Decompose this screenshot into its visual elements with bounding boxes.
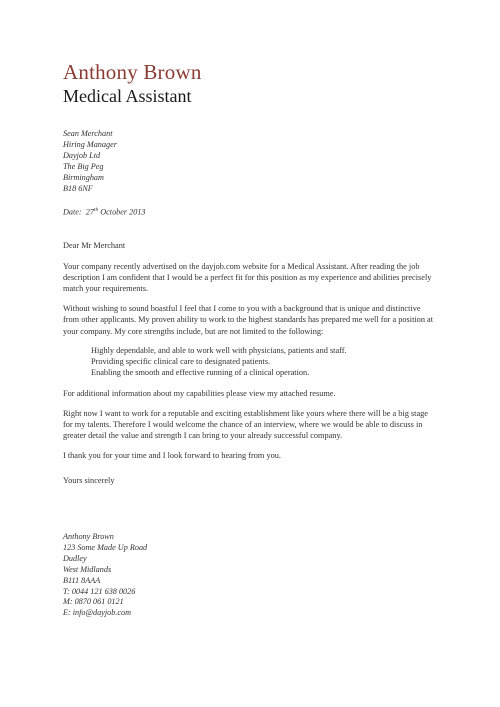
date-month-year: October 2013 — [100, 207, 146, 217]
date-label: Date: — [63, 207, 82, 217]
sender-line: T: 0044 121 638 0026 — [63, 586, 136, 596]
strength-item: Highly dependable, and able to work well with physicians, patients and staff. — [91, 345, 347, 355]
letter-body — [63, 240, 438, 487]
sender-line: M: 0870 061 0121 — [63, 597, 124, 607]
job-title: Medical Assistant — [63, 86, 192, 106]
paragraph-thanks: I thank you for your time and I look forward to hearing from you. — [63, 451, 281, 461]
recipient-line: Dayjob Ltd — [63, 150, 101, 160]
recipient-address — [63, 129, 117, 194]
sender-line: West Midlands — [63, 564, 112, 574]
recipient-line: Birmingham — [63, 172, 104, 182]
date-suffix: th — [93, 207, 99, 213]
paragraph-background: Without wishing to sound boastful I feel that I come to you with a background that is unique and distinctive from other applicants. My proven ability to work to the highest standards has prepared me well for a position at your company. My core strengths include, but are not limited to the following: — [63, 304, 434, 336]
closing: Yours sincerely — [63, 476, 115, 486]
strength-item: Providing specific clinical care to designated patients. — [91, 356, 271, 366]
sender-line: E: info@dayjob.com — [63, 608, 132, 618]
salutation: Dear Mr Merchant — [63, 241, 126, 250]
applicant-name: Anthony Brown — [63, 60, 202, 84]
paragraph-intro: Your company recently advertised on the dayjob.com website for a Medical Assistant. After reading the job description I am confident that I would be a perfect fit for this position as my experience and abilities precisely match your requirements. — [63, 262, 432, 294]
sender-address — [63, 532, 147, 619]
recipient-line: Hiring Manager — [63, 139, 117, 149]
paragraph-interview: Right now I want to work for a reputable and exciting establishment like yours where there will be a big stage for my talents. Therefore I would welcome the chance of an interview, where we would be able to discuss in greater detail the value and strength I can bring to your already successful company. — [63, 409, 428, 441]
sender-line: Dudley — [63, 553, 87, 563]
paragraph-resume: For additional information about my capabilities please view my attached resume. — [63, 388, 336, 398]
recipient-line: The Big Peg — [63, 161, 104, 171]
strength-item: Enabling the smooth and effective running of a clinical operation. — [91, 367, 310, 377]
recipient-line: B18 6NF — [63, 183, 93, 193]
letter-date — [63, 207, 146, 217]
sender-line: 123 Some Made Up Road — [63, 542, 148, 552]
sender-line: B111 8AAA — [63, 575, 101, 585]
strengths-list — [91, 345, 438, 378]
sender-line: Anthony Brown — [63, 532, 114, 541]
date-day: 27 — [85, 207, 94, 217]
recipient-line: Sean Merchant — [63, 129, 113, 138]
